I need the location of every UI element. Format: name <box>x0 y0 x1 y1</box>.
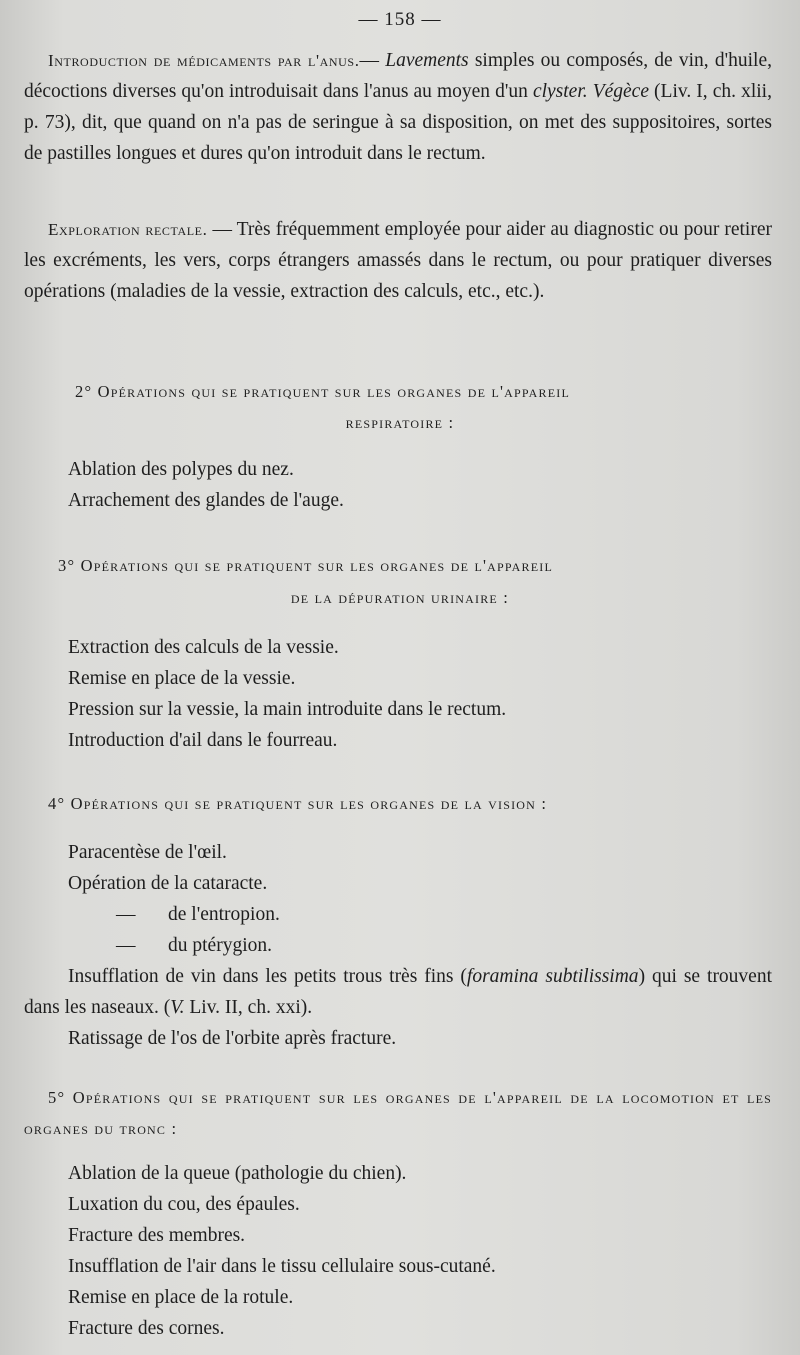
section3-heading-line1: 3° Opérations qui se pratiquent sur les organes de l'appareil <box>58 556 553 575</box>
section4-heading: 4° Opérations qui se pratiquent sur les organes de la vision : <box>48 794 548 813</box>
rectal-heading: Exploration rectale. <box>48 220 208 239</box>
intro-paragraph <box>24 45 772 169</box>
section4-dash-item-2 <box>116 930 272 961</box>
section5-item-3: Fracture des membres. <box>68 1225 246 1246</box>
section2-heading-line2: respiratoire : <box>345 413 455 432</box>
dash-item-text: du ptérygion. <box>168 935 272 956</box>
section3-item-1: Extraction des calculs de la vessie. <box>68 637 339 658</box>
ditto-dash: — <box>116 935 136 956</box>
intro-italic-clyster: clyster. Végèce <box>532 81 649 102</box>
section2-item-1: Ablation des polypes du nez. <box>68 459 294 480</box>
section2-item-2: Arrachement des glandes de l'auge. <box>68 490 344 511</box>
intro-heading: Introduction de médicaments par l'anus. <box>48 51 360 70</box>
page-number: — 158 — <box>358 9 442 30</box>
ditto-dash: — <box>116 904 136 925</box>
insufflation-italic-latin: foramina subtilissima <box>466 966 639 987</box>
section3-heading-line2: de la dépuration urinaire : <box>290 588 510 607</box>
section4-item-2: Opération de la cataracte. <box>68 873 268 894</box>
section4-last-item: Ratissage de l'os de l'orbite après fracture. <box>68 1028 397 1049</box>
intro-text-1: simples ou composés, de vin, d'huile, décoctions diverses qu'on introduisait dans l'anus au moyen d'un <box>24 50 772 102</box>
intro-dash: — <box>359 50 386 71</box>
section5-heading: 5° Opérations qui se pratiquent sur les organes de l'appareil de la locomotion et les organes du tronc : <box>24 1088 772 1138</box>
rectal-text: — Très fréquemment employée pour aider au diagnostic ou pour retirer les excréments, les vers, corps étrangers amassés dans le rectum, ou pour pratiquer diverses opérations (maladies de la vessie, extraction des calculs, etc., etc.). <box>24 219 772 302</box>
section2-heading-line1: 2° Opérations qui se pratiquent sur les organes de l'appareil <box>75 382 570 401</box>
section5-item-6: Fracture des cornes. <box>68 1318 225 1339</box>
insufflation-text-1: Insufflation de vin dans les petits trous très fins ( <box>68 966 467 987</box>
insufflation-italic-v: V. <box>170 997 185 1018</box>
section5-item-4: Insufflation de l'air dans le tissu cellulaire sous-cutané. <box>68 1256 496 1277</box>
section4-item-1: Paracentèse de l'œil. <box>68 842 227 863</box>
insufflation-text-2: ) qui se trouvent dans les naseaux. ( <box>24 966 773 1018</box>
insufflation-text-3: Liv. II, ch. xxi). <box>184 997 313 1018</box>
intro-text-2: (Liv. I, ch. xlii, p. 73), dit, que quand on n'a pas de seringue à sa disposition, on met des suppositoires, sortes de pastilles longues et dures qu'on introduit dans le rectum. <box>24 81 772 164</box>
section5-item-1: Ablation de la queue (pathologie du chien). <box>68 1163 407 1184</box>
section3-item-2: Remise en place de la vessie. <box>68 668 296 689</box>
section4-dash-item-1 <box>116 899 280 930</box>
section5-item-5: Remise en place de la rotule. <box>68 1287 294 1308</box>
rectal-paragraph <box>24 214 772 307</box>
section3-item-3: Pression sur la vessie, la main introduite dans le rectum. <box>68 699 507 720</box>
intro-italic-lavements: Lavements <box>385 50 469 71</box>
section3-item-4: Introduction d'ail dans le fourreau. <box>68 730 338 751</box>
dash-item-text: de l'entropion. <box>168 904 280 925</box>
section5-item-2: Luxation du cou, des épaules. <box>68 1194 300 1215</box>
section4-insufflation <box>24 961 772 1023</box>
